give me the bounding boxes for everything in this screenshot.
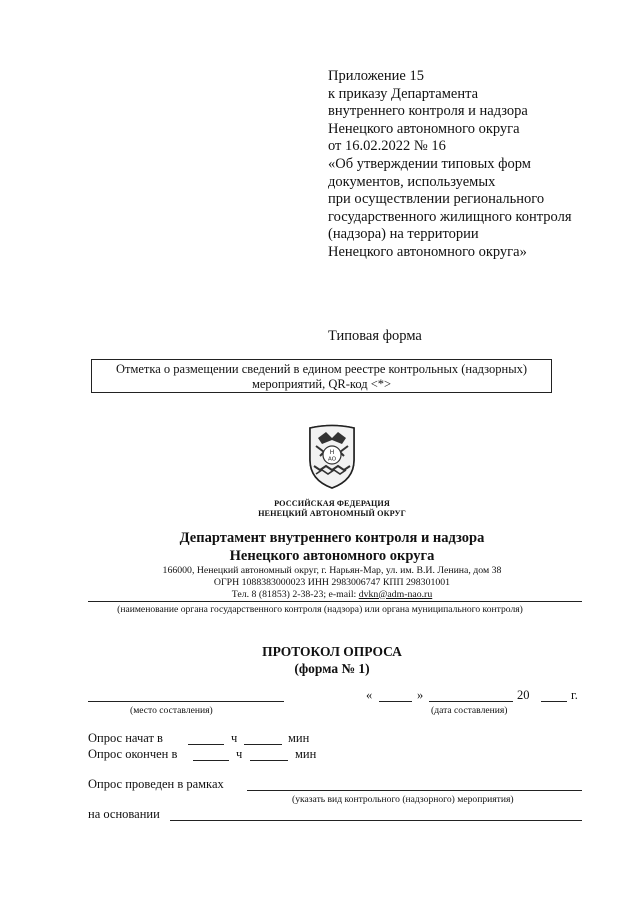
federation-name: РОССИЙСКАЯ ФЕДЕРАЦИЯ xyxy=(274,499,390,508)
end-hours-field[interactable] xyxy=(193,760,229,761)
framework-caption: (указать вид контрольного (надзорного) мероприятия) xyxy=(292,794,514,805)
department-email: dvkn@adm-nao.ru xyxy=(358,588,433,600)
appendix-line: «Об утверждении типовых форм xyxy=(328,155,531,172)
qr-box-line1: Отметка о размещении сведений в едином реестре контрольных (надзорных) xyxy=(115,362,528,376)
date-year-prefix: 20 xyxy=(517,688,530,702)
authority-underline xyxy=(88,601,582,602)
basis-field[interactable] xyxy=(170,820,582,821)
protocol-subtitle: (форма № 1) xyxy=(294,661,370,676)
appendix-line: Приложение 15 xyxy=(328,68,424,84)
federation-heading xyxy=(120,499,544,519)
start-label: Опрос начат в xyxy=(88,731,163,745)
basis-label: на основании xyxy=(88,807,160,821)
protocol-title-text: ПРОТОКОЛ ОПРОСА xyxy=(262,644,402,659)
start-minutes-abbr: мин xyxy=(288,731,310,745)
region-name: НЕНЕЦКИЙ АВТОНОМНЫЙ ОКРУГ xyxy=(258,509,406,518)
department-registry: ОГРН 1088383000023 ИНН 2983006747 КПП 298301001 xyxy=(213,576,451,588)
start-minutes-field[interactable] xyxy=(244,744,282,745)
date-day-field[interactable] xyxy=(379,701,412,702)
start-hours-abbr: ч xyxy=(231,731,238,745)
appendix-line: государственного жилищного контроля xyxy=(328,208,572,225)
place-field[interactable] xyxy=(88,701,284,702)
date-year-suffix: г. xyxy=(571,688,578,702)
framework-field[interactable] xyxy=(247,790,582,791)
department-phone: Тел. 8 (81853) 2-38-23; e-mail: xyxy=(231,588,359,600)
date-month-field[interactable] xyxy=(429,701,513,702)
end-label: Опрос окончен в xyxy=(88,747,178,761)
qr-registry-box xyxy=(91,359,552,393)
department-line2: Ненецкого автономного округа xyxy=(229,547,435,564)
date-year-field[interactable] xyxy=(541,701,567,702)
appendix-block xyxy=(328,68,618,262)
form-type-label: Типовая форма xyxy=(328,328,422,344)
appendix-line: (надзора) на территории xyxy=(328,226,479,243)
appendix-line: документов, используемых xyxy=(328,173,496,190)
appendix-line: Ненецкого автономного округа» xyxy=(328,243,527,260)
appendix-line: Ненецкого автономного округа xyxy=(328,120,520,137)
department-line1: Департамент внутреннего контроля и надзора xyxy=(179,530,485,546)
department-contacts xyxy=(100,565,564,600)
date-quote-open: « xyxy=(366,688,373,702)
end-hours-abbr: ч xyxy=(236,747,243,761)
appendix-line: к приказу Департамента xyxy=(328,85,479,102)
department-name xyxy=(120,530,544,565)
svg-text:АО: АО xyxy=(327,456,337,463)
department-phone-line xyxy=(100,589,564,601)
protocol-title xyxy=(120,643,544,677)
svg-text:Н: Н xyxy=(329,449,335,456)
appendix-line: при осуществлении регионального xyxy=(328,191,545,208)
department-address: 166000, Ненецкий автономный округ, г. Нарьян-Мар, ул. им. В.И. Ленина, дом 38 xyxy=(162,565,502,576)
place-caption: (место составления) xyxy=(130,705,213,716)
end-minutes-abbr: мин xyxy=(295,747,317,761)
end-minutes-field[interactable] xyxy=(250,760,288,761)
date-quote-close: » xyxy=(417,688,424,702)
appendix-line: от 16.02.2022 № 16 xyxy=(328,138,446,155)
qr-box-line2: мероприятий, QR-код <*> xyxy=(251,376,392,391)
date-caption: (дата составления) xyxy=(431,705,508,716)
authority-caption: (наименование органа государственного контроля (надзора) или органа муниципального контроля) xyxy=(117,604,523,615)
appendix-line: внутреннего контроля и надзора xyxy=(328,103,528,120)
coat-of-arms-icon xyxy=(300,422,364,492)
framework-label: Опрос проведен в рамках xyxy=(88,777,224,791)
start-hours-field[interactable] xyxy=(188,744,224,745)
